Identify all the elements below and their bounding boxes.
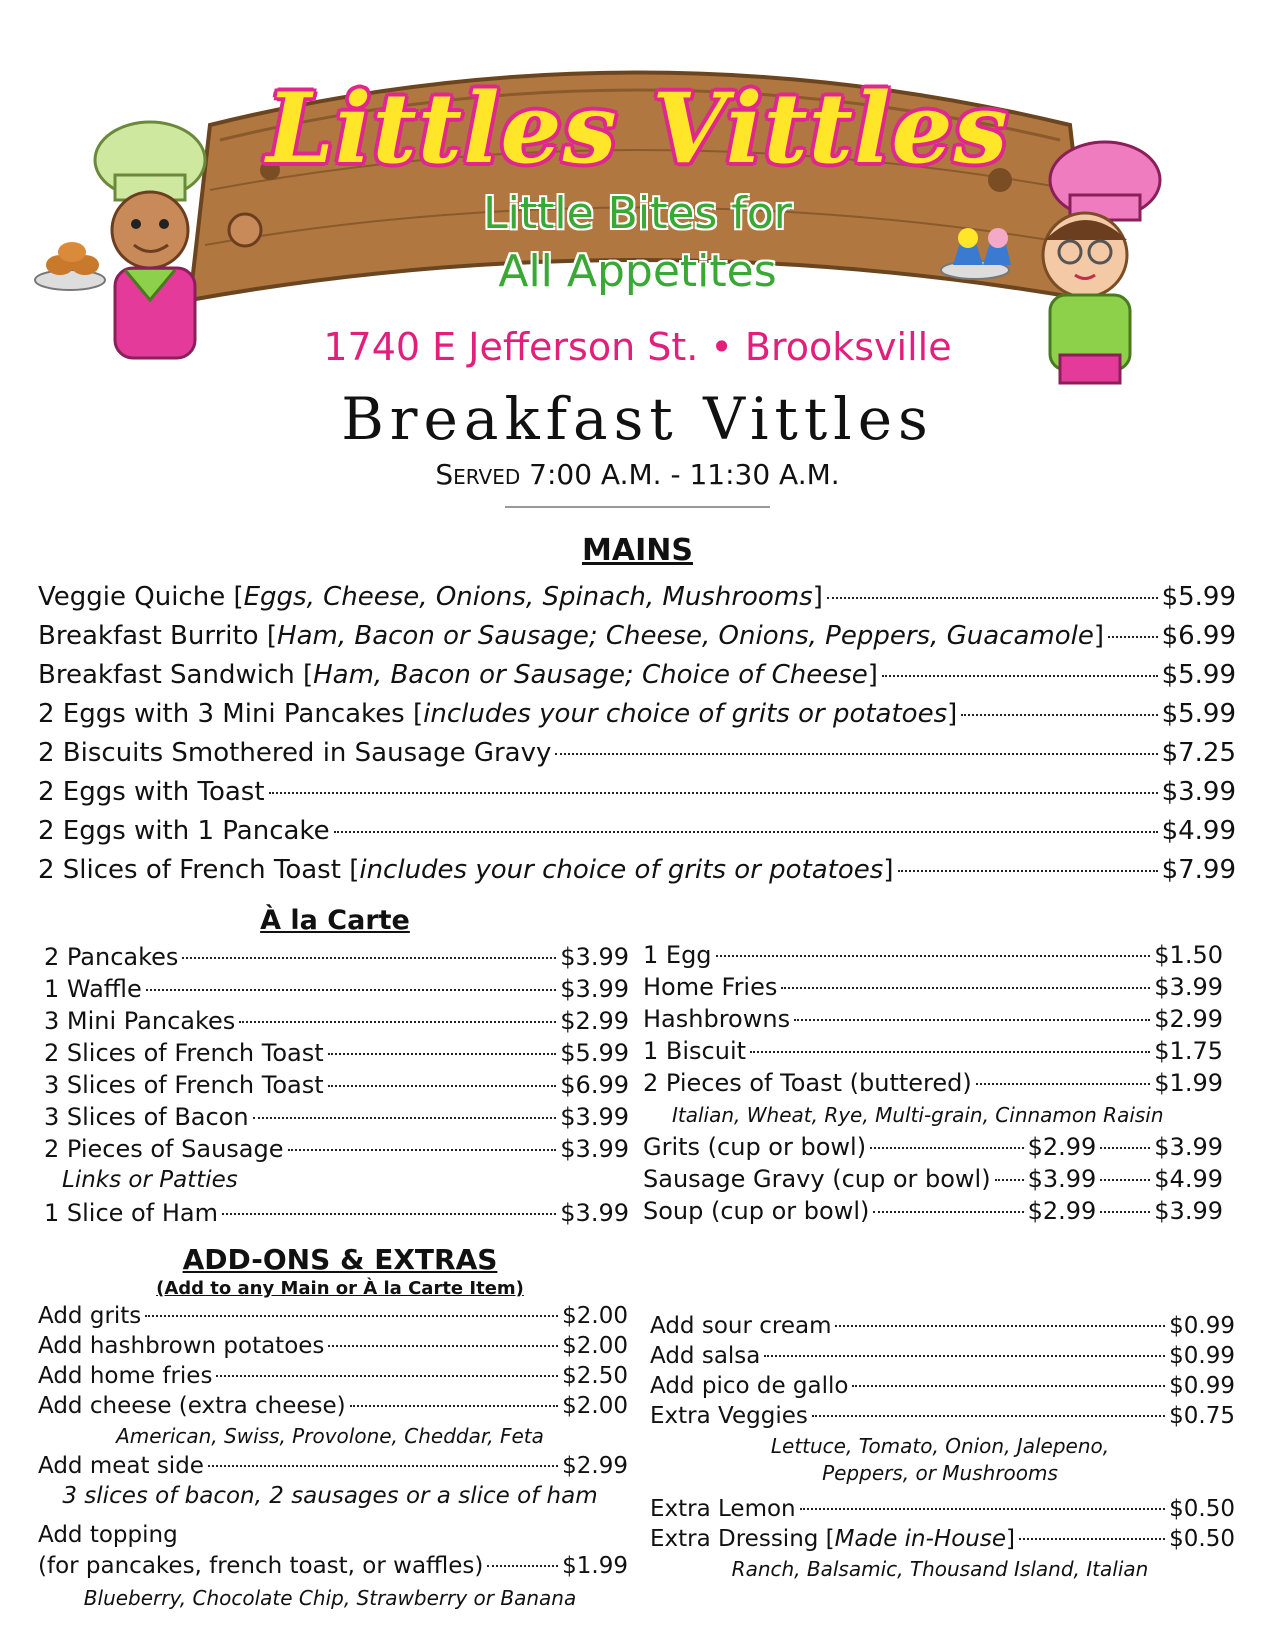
menu-item: 2 Eggs with 1 Pancake $4.99: [38, 816, 1236, 846]
menu-item: Home Fries $3.99: [643, 973, 1223, 1001]
menu-item: 2 Slices of French Toast [includes your choice of grits or potatoes] $7.99: [38, 855, 1236, 885]
menu-item: 3 Mini Pancakes $2.99: [44, 1007, 629, 1035]
menu-item: 2 Biscuits Smothered in Sausage Gravy $7.25: [38, 738, 1236, 768]
menu-item: Veggie Quiche [Eggs, Cheese, Onions, Spinach, Mushrooms] $5.99: [38, 582, 1236, 612]
menu-title: Breakfast Vittles: [341, 385, 934, 453]
menu-item: 2 Pieces of Sausage $3.99: [44, 1135, 629, 1163]
price: $7.25: [1161, 738, 1236, 768]
menu-item: Add meat side $2.99: [38, 1453, 628, 1479]
tagline-line-2: All Appetites: [498, 246, 777, 297]
item-note: 3 slices of bacon, 2 sausages or a slice of ham: [62, 1483, 598, 1509]
item-note: Ranch, Balsamic, Thousand Island, Italian: [731, 1557, 1149, 1581]
price: $7.99: [1161, 855, 1236, 885]
tagline-line-1: Little Bites for: [483, 188, 792, 239]
menu-item: 1 Biscuit $1.75: [643, 1037, 1223, 1065]
price: $3.99: [1161, 777, 1236, 807]
mains-heading: MAINS: [582, 533, 693, 568]
item-note: Lettuce, Tomato, Onion, Jalepeno,: [770, 1434, 1110, 1458]
menu-item: Sausage Gravy (cup or bowl) $3.99 $4.99: [643, 1165, 1223, 1193]
item-note: Blueberry, Chocolate Chip, Strawberry or Banana: [83, 1586, 577, 1610]
price: $6.99: [1161, 621, 1236, 651]
menu-item: Add cheese (extra cheese) $2.00: [38, 1393, 628, 1419]
menu-item: 2 Eggs with 3 Mini Pancakes [includes your choice of grits or potatoes] $5.99: [38, 699, 1236, 729]
menu-item: Extra Lemon $0.50: [650, 1496, 1235, 1522]
price: $5.99: [1161, 660, 1236, 690]
menu-item: Breakfast Burrito [Ham, Bacon or Sausage; Cheese, Onions, Peppers, Guacamole] $6.99: [38, 621, 1236, 651]
addons-heading: ADD-ONS & EXTRAS: [182, 1243, 498, 1276]
menu-item: 1 Waffle $3.99: [44, 975, 629, 1003]
menu-item: Add hashbrown potatoes $2.00: [38, 1333, 628, 1359]
menu-item: (for pancakes, french toast, or waffles) $1.99: [38, 1553, 628, 1579]
menu-item: 3 Slices of French Toast $6.99: [44, 1071, 629, 1099]
menu-item: 3 Slices of Bacon $3.99: [44, 1103, 629, 1131]
menu-item: Soup (cup or bowl) $2.99 $3.99: [643, 1197, 1223, 1225]
menu-item: 1 Egg $1.50: [643, 941, 1223, 969]
menu-item: Add grits $2.00: [38, 1303, 628, 1329]
menu-item: Grits (cup or bowl) $2.99 $3.99: [643, 1133, 1223, 1161]
menu-item: 2 Pancakes $3.99: [44, 943, 629, 971]
brand-name: Littles Vittles: [266, 72, 1009, 185]
item-note: Links or Patties: [62, 1167, 238, 1193]
a-la-carte-heading: À la Carte: [260, 905, 410, 936]
item-note: Italian, Wheat, Rye, Multi-grain, Cinnamon Raisin: [672, 1103, 1164, 1127]
serving-hours: Served 7:00 A.M. - 11:30 A.M.: [435, 458, 840, 491]
menu-item: Breakfast Sandwich [Ham, Bacon or Sausage; Choice of Cheese] $5.99: [38, 660, 1236, 690]
menu-item: 2 Eggs with Toast $3.99: [38, 777, 1236, 807]
item-note: Peppers, or Mushrooms: [822, 1461, 1058, 1485]
menu-item: Extra Dressing [Made in-House] $0.50: [650, 1526, 1235, 1552]
menu-item: Add sour cream $0.99: [650, 1313, 1235, 1339]
menu-item: Extra Veggies $0.75: [650, 1403, 1235, 1429]
price: $5.99: [1161, 699, 1236, 729]
item-note: American, Swiss, Provolone, Cheddar, Feta: [116, 1424, 544, 1448]
address: 1740 E Jefferson St. • Brooksville: [323, 325, 952, 369]
menu-item: Add pico de gallo $0.99: [650, 1373, 1235, 1399]
menu-item: Add salsa $0.99: [650, 1343, 1235, 1369]
menu-item-title: Add topping: [38, 1522, 178, 1548]
menu-item: 1 Slice of Ham $3.99: [44, 1199, 629, 1227]
price: $4.99: [1161, 816, 1236, 846]
menu-item: Add home fries $2.50: [38, 1363, 628, 1389]
menu-item: 2 Pieces of Toast (buttered) $1.99: [643, 1069, 1223, 1097]
addons-subheading: (Add to any Main or À la Carte Item): [156, 1278, 524, 1299]
price: $5.99: [1161, 582, 1236, 612]
menu-item: Hashbrowns $2.99: [643, 1005, 1223, 1033]
divider: [505, 506, 770, 508]
menu-item: 2 Slices of French Toast $5.99: [44, 1039, 629, 1067]
